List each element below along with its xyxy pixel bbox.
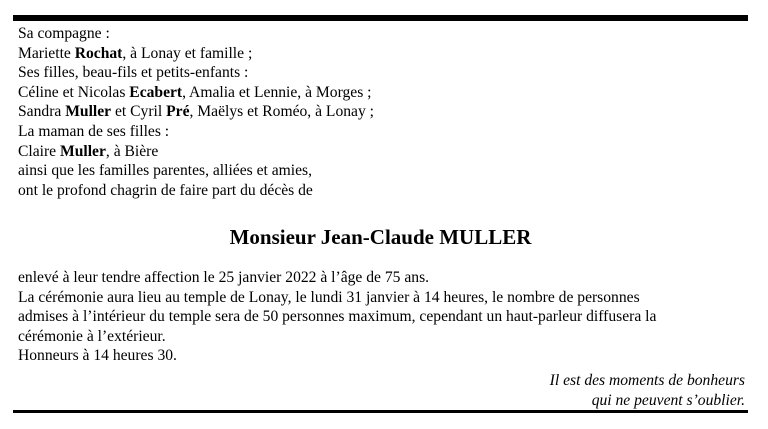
text-segment: Mariette (18, 44, 75, 62)
details-line: enlevé à leur tendre affection le 25 janvier 2022 à l’âge de 75 ans. (18, 269, 430, 286)
announcement-line: Ses filles, beau-fils et petits-enfants : (18, 64, 249, 82)
announcement-line: Sa compagne : (18, 25, 110, 42)
details-line: La cérémonie aura lieu au temple de Lonay, le lundi 31 janvier à 14 heures, le nombre de personnes (18, 288, 640, 306)
deceased-name-heading: Monsieur Jean-Claude MULLER (229, 225, 532, 249)
family-name: Muller (60, 142, 106, 160)
top-border-rule (13, 15, 748, 21)
quote-line: Il est des moments de bonheurs (549, 372, 745, 389)
family-announcement (18, 24, 748, 200)
text-segment: , Maëlys et Roméo, à Lonay ; (189, 103, 374, 121)
text-segment: , à Bière (105, 142, 159, 160)
details-line: cérémonie à l’extérieur. (18, 327, 166, 345)
announcement-line (18, 102, 748, 122)
bottom-border-rule (13, 410, 748, 413)
announcement-line (18, 83, 748, 103)
text-segment: , Amalia et Lennie, à Morges ; (182, 83, 372, 101)
announcement-line: ainsi que les familles parentes, alliées et amies, (18, 162, 313, 180)
text-segment: , à Lonay et famille ; (122, 44, 253, 62)
announcement-line (18, 44, 748, 64)
closing-quote (400, 371, 745, 410)
details-line: admises à l’intérieur du temple sera de 50 personnes maximum, cependant un haut-parleur diffusera la (18, 308, 657, 326)
family-name: Pré (166, 103, 190, 121)
text-segment: Sandra (18, 103, 66, 121)
text-segment: Claire (18, 142, 60, 160)
details-line: Honneurs à 14 heures 30. (18, 347, 177, 365)
ceremony-details (18, 268, 748, 366)
family-name: Rochat (74, 44, 123, 62)
announcement-line (18, 142, 748, 162)
text-segment: Céline et Nicolas (18, 83, 130, 101)
text-segment: et Cyril (111, 103, 167, 121)
family-name: Ecabert (129, 83, 183, 101)
announcement-line: ont le profond chagrin de faire part du décès de (18, 181, 313, 199)
announcement-line: La maman de ses filles : (18, 122, 170, 140)
quote-line: qui ne peuvent s’oublier. (591, 391, 745, 409)
family-name: Muller (65, 103, 112, 121)
